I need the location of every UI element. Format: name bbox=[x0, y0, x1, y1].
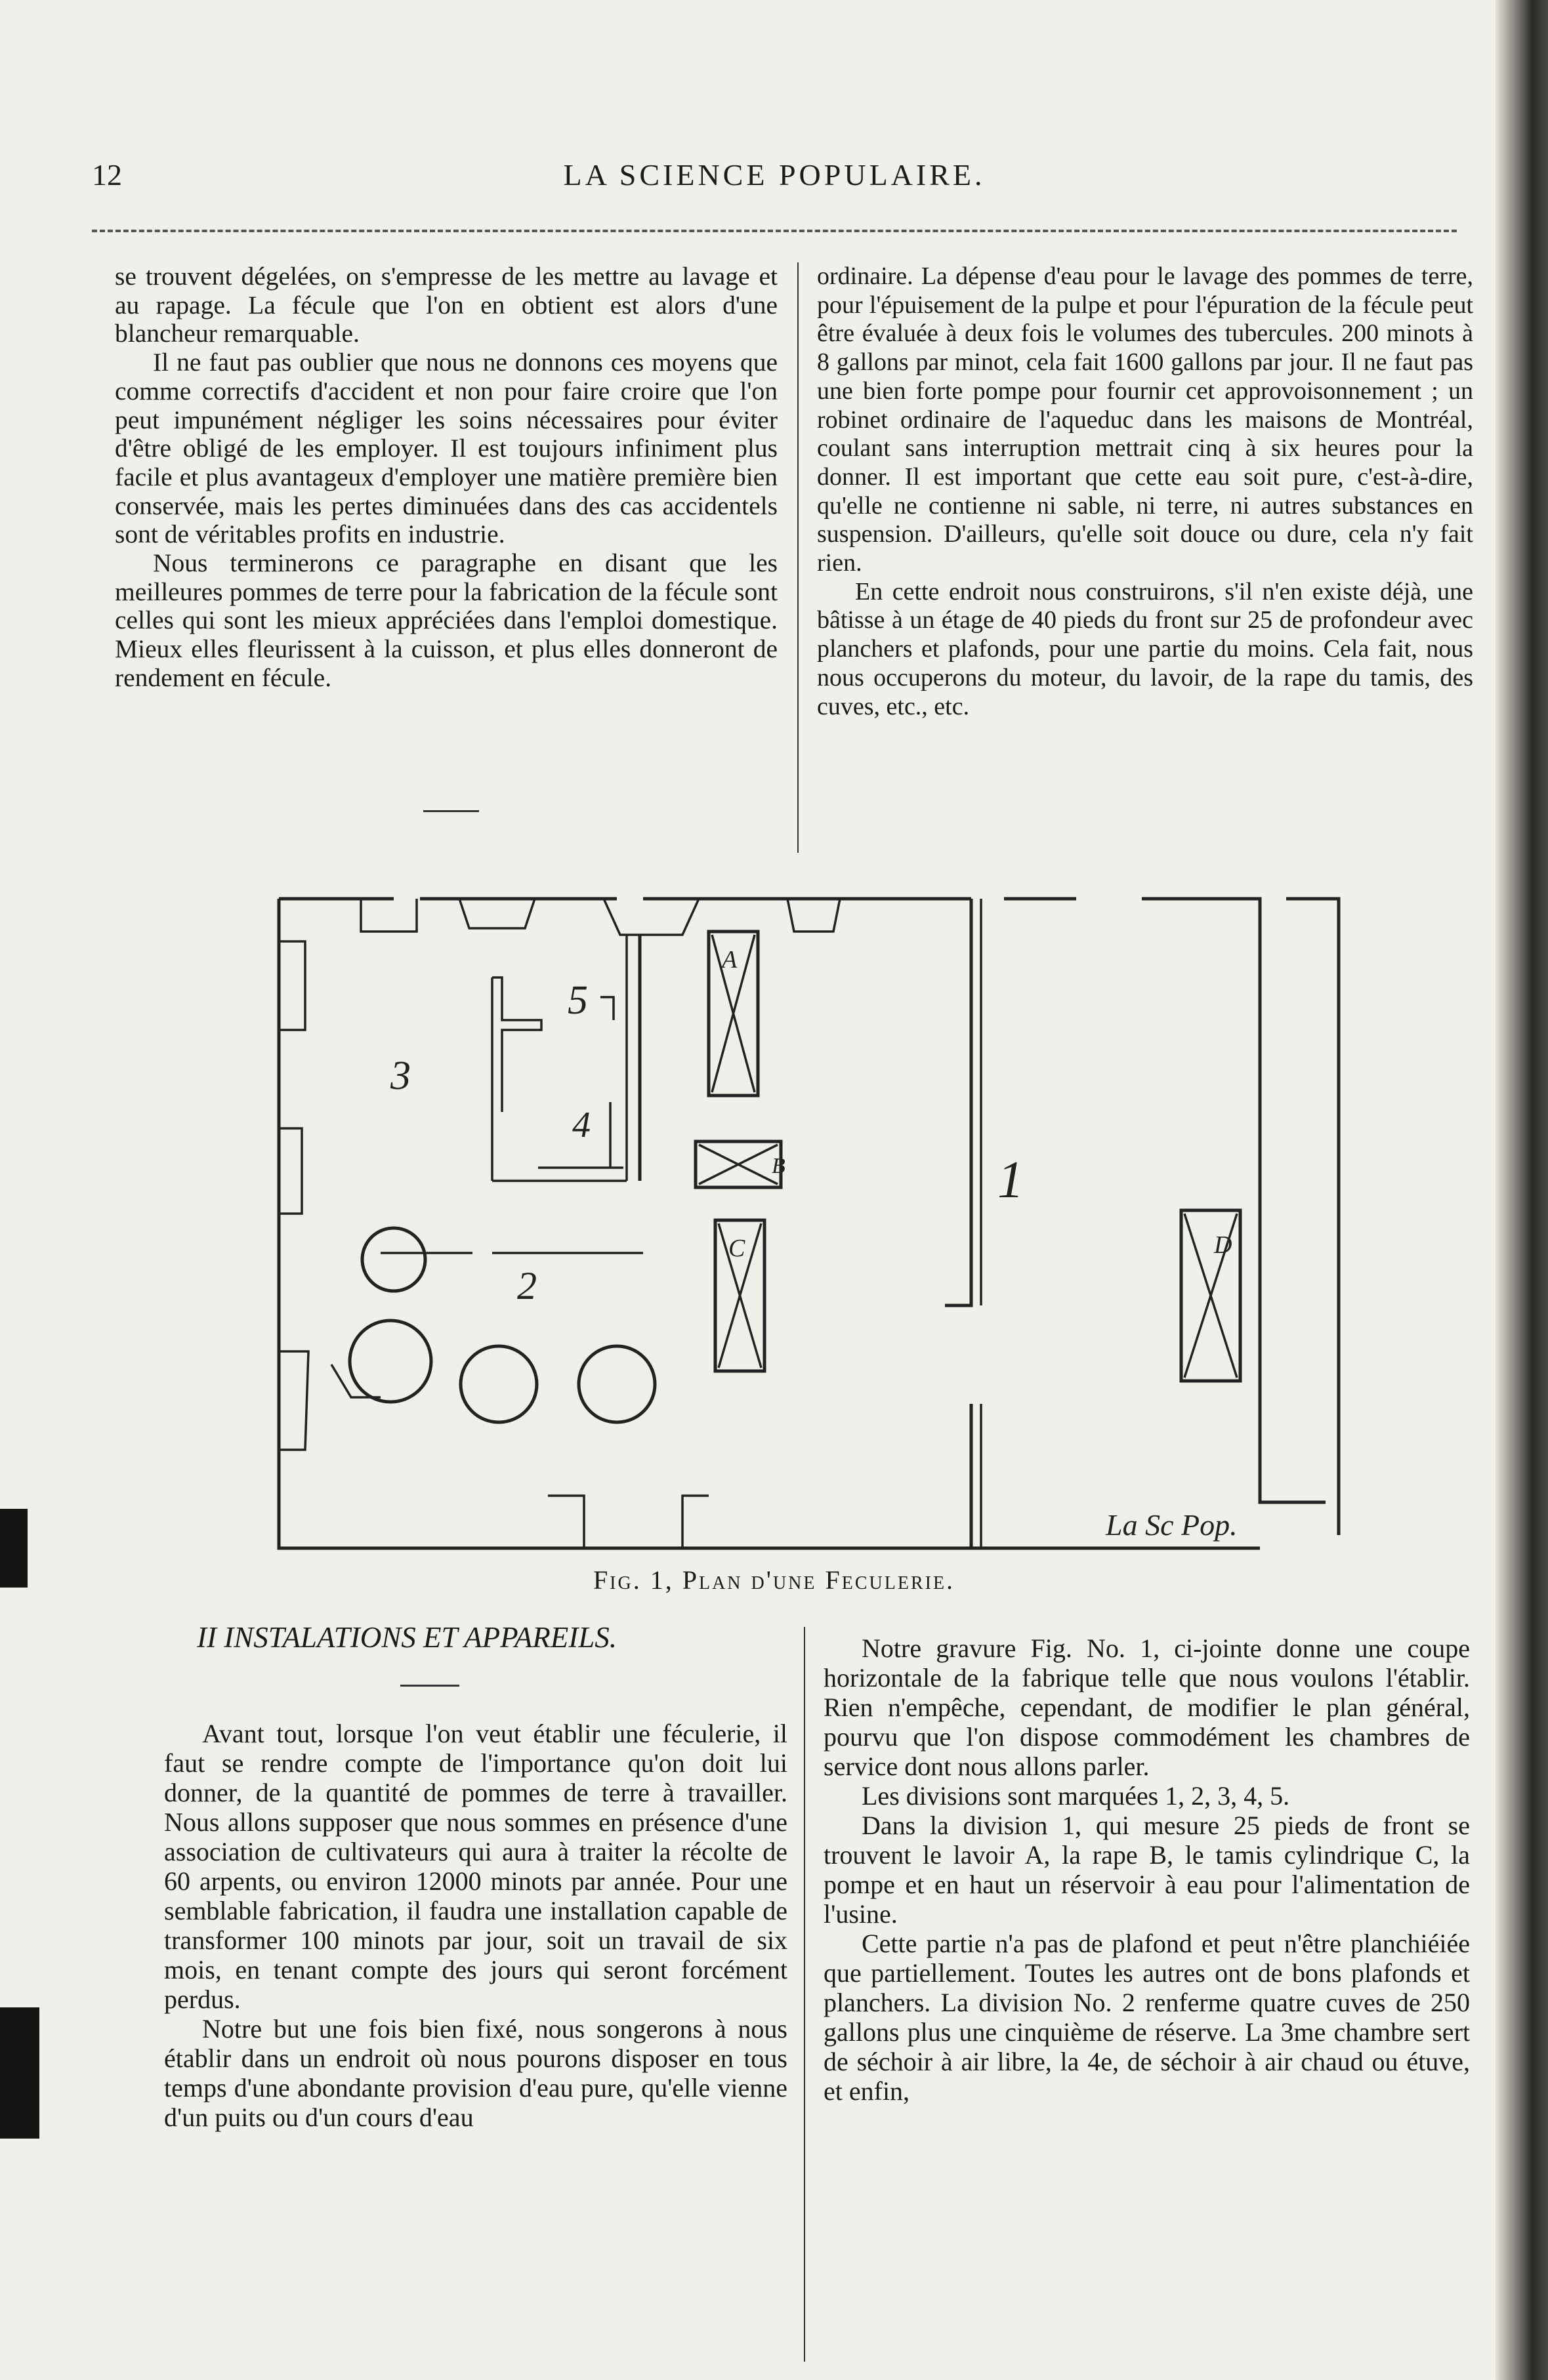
paragraph: En cette endroit nous construirons, s'il n'en existe déjà, une bâtisse à un étage de 40 pieds du front sur 25 de profondeur avec planchers et plafonds, pour une partie du moins. Cela fait, nous nous occuperons du moteur, du lavoir, de la rape du tamis, des cuves, etc., etc. bbox=[817, 577, 1473, 720]
left-wall-piers bbox=[279, 941, 381, 1450]
section-title: II INSTALATIONS ET APPAREILS. bbox=[197, 1621, 617, 1654]
engraver-signature: La Sc Pop. bbox=[1106, 1508, 1238, 1542]
equipment-label-D: D bbox=[1214, 1231, 1232, 1259]
paragraph: se trouvent dégelées, on s'empresse de les mettre au lavage et au rapage. La fécule que l'on en obtient est alors d'une blancheur remarquable. bbox=[115, 262, 778, 348]
paragraph: Les divisions sont marquées 1, 2, 3, 4, 5. bbox=[862, 1781, 1290, 1811]
vats bbox=[350, 1228, 655, 1422]
column-right-bottom bbox=[824, 1633, 1470, 2106]
section-end-rule bbox=[423, 810, 479, 812]
figure-caption: Fig. 1, Plan d'une Feculerie. bbox=[593, 1565, 955, 1595]
equipment-B-rasp bbox=[696, 1141, 781, 1187]
paragraph: Notre but une fois bien fixé, nous songerons à nous établir dans un endroit où nous pourons disposer en tous temps d'une abondante provision d'eau pure, qu'elle vienne d'un puits ou d'un cours d'eau bbox=[164, 2014, 787, 2132]
paragraph: Il ne faut pas oublier que nous ne donnons ces moyens que comme correctifs d'accident et non pour faire croire que l'on peut impunément négliger les soins nécessaires pour éviter d'être obligé de les employer. Il est toujours infiniment plus facile et plus avantageux d'employer une matière première bien conservée, mais les pertes diminuées dans des cas accidentels sont de véritables profits en industrie. bbox=[115, 348, 778, 549]
room-label-3: 3 bbox=[390, 1054, 411, 1098]
paragraph: Nous terminerons ce paragraphe en disant que les meilleures pommes de terre pour la fabrication de la fécule sont celles qui sont les mieux appréciées dans l'emploi domestique. Mieux elles fleurissent à la cuisson, et plus elles donneront de rendement en fécule. bbox=[115, 548, 778, 692]
section-title-rule bbox=[400, 1685, 459, 1687]
window-recesses bbox=[361, 899, 840, 935]
paragraph: Cette partie n'a pas de plafond et peut n'être planchiéiée que partiellement. Toutes les autres ont de bons plafonds et planchers. La division No. 2 renferme quatre cuves de 250 gallons plus une cinquième de réserve. La 3me chambre sert de séchoir à air libre, la 4e, de séchoir à air chaud ou étuve, et enfin, bbox=[824, 1929, 1470, 2106]
column-right-top bbox=[817, 262, 1473, 721]
header-rule bbox=[92, 230, 1457, 232]
equipment-label-A: A bbox=[722, 946, 738, 974]
partitions bbox=[381, 899, 981, 1548]
page-number: 12 bbox=[92, 158, 122, 192]
column-divider bbox=[797, 262, 799, 853]
scan-edge-mark bbox=[0, 2007, 39, 2139]
room-label-2: 2 bbox=[517, 1264, 537, 1307]
column-left-bottom bbox=[164, 1719, 787, 2132]
room-label-1: 1 bbox=[997, 1151, 1024, 1209]
room-label-5: 5 bbox=[568, 978, 588, 1023]
equipment-label-B: B bbox=[772, 1154, 785, 1178]
page-header bbox=[92, 151, 1457, 203]
equipment-label-C: C bbox=[728, 1235, 745, 1262]
column-divider bbox=[804, 1627, 805, 2362]
paragraph: ordinaire. La dépense d'eau pour le lavage des pommes de terre, pour l'épuisement de la pulpe et pour l'épuration de la fécule peut être évaluée à deux fois le volumes des tubercules. 200 minots à 8 gallons par minot, cela fait 1600 gallons par jour. Il ne faut pas une bien forte pompe pour fournir cet approvoisonnement ; un robinet ordinaire de l'aqueduc dans les maisons de Montréal, coulant sans interruption mettrait cinq à six heures pour la donner. Il est important que cette eau soit pure, c'est-à-dire, qu'elle ne contienne ni sable, ni terre, ni autres substances en suspension. D'ailleurs, qu'elle soit douce ou dure, cela n'y fait rien. bbox=[817, 262, 1473, 577]
floor-plan-figure bbox=[276, 879, 1444, 1574]
room-labels bbox=[390, 946, 1238, 1542]
paragraph: Avant tout, lorsque l'on veut établir une féculerie, il faut se rendre compte de l'importance qu'on doit lui donner, de la quantité de pommes de terre à travailler. Nous allons supposer que nous sommes en présence d'une association de cultivateurs qui aura à traiter la récolte de 60 arpents, ou environ 12000 minots par année. Pour une semblable fabrication, il faudra une installation capable de transformer 100 minots par jour, soit un travail de six mois, en tenant compte des jours qui seront forcément perdus. bbox=[164, 1719, 787, 2014]
running-title: LA SCIENCE POPULAIRE. bbox=[563, 158, 986, 192]
paragraph: Dans la division 1, qui mesure 25 pieds de front se trouvent le lavoir A, la rape B, le tamis cylindrique C, la pompe et en haut un réservoir à eau pour l'alimentation de l'usine. bbox=[824, 1811, 1470, 1929]
room-4-drying bbox=[492, 977, 627, 1181]
column-left-top bbox=[115, 262, 778, 693]
scan-edge-right bbox=[1496, 0, 1548, 2380]
paragraph: Notre gravure Fig. No. 1, ci-jointe donne une coupe horizontale de la fabrique telle que nous voulons l'établir. Rien n'empêche, cependant, de modifier le plan général, pourvu que l'on dispose commodément les chambres de service dont nous allons parler. bbox=[824, 1633, 1470, 1781]
room-label-4: 4 bbox=[572, 1105, 591, 1145]
